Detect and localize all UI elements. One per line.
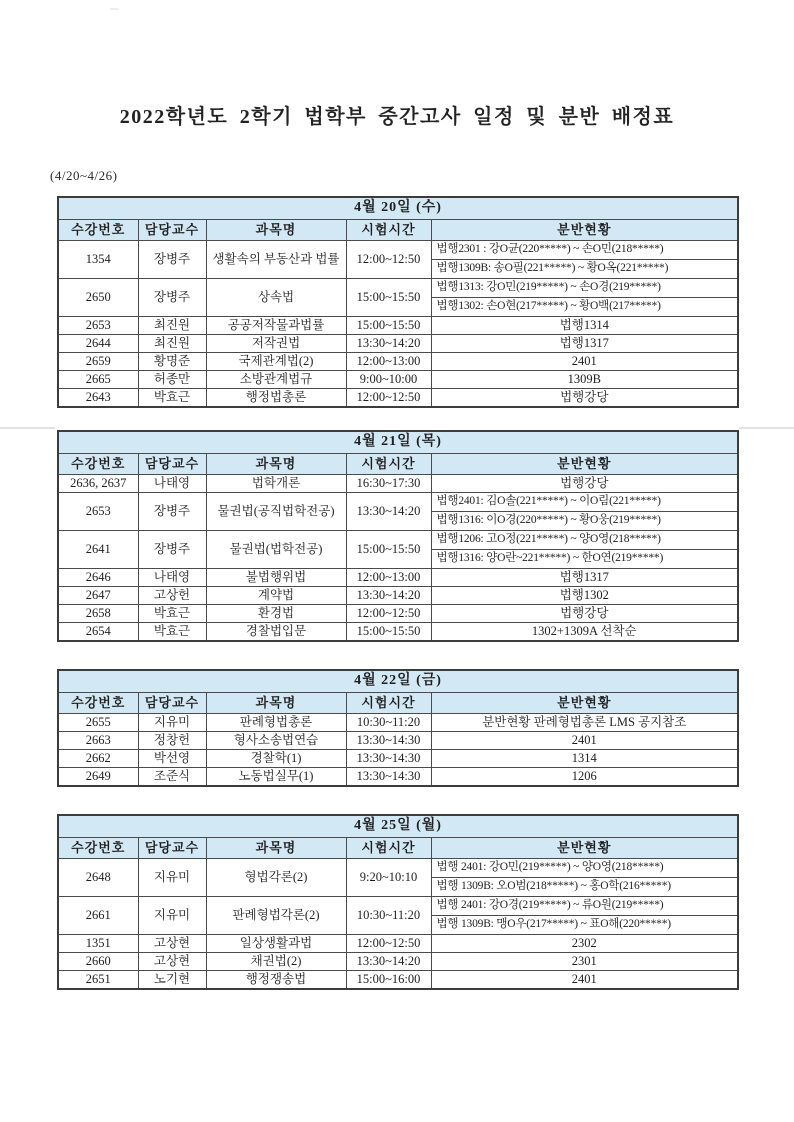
cell-course-no: 2663 bbox=[58, 732, 138, 750]
cell-room-assignment: 2401 bbox=[431, 971, 738, 990]
exam-table-day-4 bbox=[57, 814, 739, 990]
cell-exam-time: 10:30~11:20 bbox=[346, 897, 431, 935]
cell-professor: 장병주 bbox=[138, 531, 206, 569]
table-row bbox=[58, 371, 738, 389]
cell-exam-time: 13:30~14:30 bbox=[346, 750, 431, 768]
cell-course-no: 1354 bbox=[58, 241, 138, 279]
column-header: 분반현황 bbox=[431, 220, 738, 241]
table-date-header: 4월 20일 (수) bbox=[58, 197, 738, 220]
cell-room-assignment: 1314 bbox=[431, 750, 738, 768]
cell-professor: 정창헌 bbox=[138, 732, 206, 750]
cell-course-no: 2661 bbox=[58, 897, 138, 935]
cell-professor: 황명준 bbox=[138, 353, 206, 371]
cell-course-name: 노동법실무(1) bbox=[206, 768, 346, 787]
cell-exam-time: 15:00~15:50 bbox=[346, 317, 431, 335]
cell-course-name: 저작권법 bbox=[206, 335, 346, 353]
column-header: 분반현황 bbox=[431, 454, 738, 475]
cell-exam-time: 12:00~12:50 bbox=[346, 605, 431, 623]
exam-schedule-table bbox=[57, 430, 739, 642]
cell-course-name: 형사소송법연습 bbox=[206, 732, 346, 750]
column-header: 담당교수 bbox=[138, 220, 206, 241]
cell-course-name: 행정쟁송법 bbox=[206, 971, 346, 990]
cell-exam-time: 12:00~12:50 bbox=[346, 935, 431, 953]
table-row bbox=[58, 317, 738, 335]
date-range-label: (4/20~4/26) bbox=[50, 168, 118, 183]
cell-room-assignment: 2302 bbox=[431, 935, 738, 953]
table-row bbox=[58, 587, 738, 605]
cell-exam-time: 12:00~12:50 bbox=[346, 241, 431, 279]
column-header: 수강번호 bbox=[58, 220, 138, 241]
cell-course-name: 공공저작물과법률 bbox=[206, 317, 346, 335]
table-row bbox=[58, 335, 738, 353]
cell-course-no: 2651 bbox=[58, 971, 138, 990]
table-date-header: 4월 21일 (목) bbox=[58, 431, 738, 454]
table-row bbox=[58, 971, 738, 990]
cell-room-assignment: 1309B bbox=[431, 371, 738, 389]
table-row bbox=[58, 475, 738, 493]
cell-professor: 장병주 bbox=[138, 493, 206, 531]
exam-schedule-table bbox=[57, 814, 739, 990]
exam-table-day-2 bbox=[57, 430, 739, 642]
cell-course-no: 2636, 2637 bbox=[58, 475, 138, 493]
cell-course-name: 채권법(2) bbox=[206, 953, 346, 971]
cell-course-no: 2653 bbox=[58, 493, 138, 531]
cell-room-assignment: 법행1316: 이O경(220*****) ~ 황O웅(219*****) bbox=[431, 512, 738, 531]
cell-professor: 박효근 bbox=[138, 623, 206, 642]
cell-exam-time: 13:30~14:20 bbox=[346, 493, 431, 531]
column-header: 분반현황 bbox=[431, 693, 738, 714]
cell-professor: 노기현 bbox=[138, 971, 206, 990]
cell-course-name: 경찰학(1) bbox=[206, 750, 346, 768]
scan-artifact bbox=[739, 427, 794, 429]
cell-professor: 장병주 bbox=[138, 279, 206, 317]
table-date-header: 4월 22일 (금) bbox=[58, 670, 738, 693]
cell-course-no: 2659 bbox=[58, 353, 138, 371]
cell-course-name: 판례형법총론 bbox=[206, 714, 346, 732]
cell-course-no: 2655 bbox=[58, 714, 138, 732]
cell-room-assignment: 2401 bbox=[431, 732, 738, 750]
column-header: 수강번호 bbox=[58, 838, 138, 859]
cell-professor: 최진원 bbox=[138, 317, 206, 335]
cell-professor: 나태영 bbox=[138, 475, 206, 493]
cell-exam-time: 13:30~14:30 bbox=[346, 732, 431, 750]
cell-professor: 고상현 bbox=[138, 953, 206, 971]
table-row bbox=[58, 732, 738, 750]
cell-room-assignment: 법행1309B: 송O필(221*****) ~ 황O옥(221*****) bbox=[431, 260, 738, 279]
column-header: 시험시간 bbox=[346, 838, 431, 859]
cell-room-assignment: 법행강당 bbox=[431, 605, 738, 623]
cell-room-assignment: 법행1302: 손O현(217*****) ~ 황O백(217*****) bbox=[431, 298, 738, 317]
cell-course-no: 2643 bbox=[58, 389, 138, 408]
column-header: 담당교수 bbox=[138, 838, 206, 859]
cell-professor: 지유미 bbox=[138, 859, 206, 897]
column-header: 과목명 bbox=[206, 454, 346, 475]
cell-course-no: 2641 bbox=[58, 531, 138, 569]
cell-room-assignment: 법행 2401: 강O민(219*****) ~ 양O영(218*****) bbox=[431, 859, 738, 878]
cell-course-no: 2653 bbox=[58, 317, 138, 335]
cell-room-assignment: 1206 bbox=[431, 768, 738, 787]
column-header: 분반현황 bbox=[431, 838, 738, 859]
cell-room-assignment: 법행1317 bbox=[431, 335, 738, 353]
cell-room-assignment: 법행1206: 고O정(221*****) ~ 양O영(218*****) bbox=[431, 531, 738, 550]
table-row bbox=[58, 859, 738, 878]
cell-exam-time: 12:00~13:00 bbox=[346, 569, 431, 587]
cell-room-assignment: 법행 1309B: 맹O우(217*****) ~ 표O해(220*****) bbox=[431, 916, 738, 935]
column-header: 시험시간 bbox=[346, 220, 431, 241]
cell-room-assignment: 법행1313: 강O민(219*****) ~ 손O경(219*****) bbox=[431, 279, 738, 298]
column-header: 시험시간 bbox=[346, 693, 431, 714]
cell-course-no: 2648 bbox=[58, 859, 138, 897]
cell-exam-time: 10:30~11:20 bbox=[346, 714, 431, 732]
cell-exam-time: 15:00~15:50 bbox=[346, 279, 431, 317]
cell-exam-time: 12:00~12:50 bbox=[346, 389, 431, 408]
cell-course-name: 계약법 bbox=[206, 587, 346, 605]
cell-room-assignment: 법행2401: 김O솔(221*****) ~ 이O림(221*****) bbox=[431, 493, 738, 512]
cell-professor: 지유미 bbox=[138, 897, 206, 935]
cell-course-name: 생활속의 부동산과 법률 bbox=[206, 241, 346, 279]
table-row bbox=[58, 493, 738, 512]
cell-exam-time: 13:30~14:20 bbox=[346, 587, 431, 605]
table-row bbox=[58, 714, 738, 732]
cell-course-no: 2647 bbox=[58, 587, 138, 605]
cell-room-assignment: 2401 bbox=[431, 353, 738, 371]
cell-exam-time: 13:30~14:20 bbox=[346, 335, 431, 353]
cell-professor: 박효근 bbox=[138, 605, 206, 623]
cell-exam-time: 9:00~10:00 bbox=[346, 371, 431, 389]
column-header: 담당교수 bbox=[138, 454, 206, 475]
table-row bbox=[58, 897, 738, 916]
column-header: 시험시간 bbox=[346, 454, 431, 475]
cell-exam-time: 15:00~16:00 bbox=[346, 971, 431, 990]
cell-exam-time: 13:30~14:20 bbox=[346, 953, 431, 971]
cell-course-name: 형법각론(2) bbox=[206, 859, 346, 897]
table-row bbox=[58, 531, 738, 550]
column-header: 수강번호 bbox=[58, 693, 138, 714]
cell-room-assignment: 법행강당 bbox=[431, 475, 738, 493]
table-row bbox=[58, 279, 738, 298]
column-header: 담당교수 bbox=[138, 693, 206, 714]
table-row bbox=[58, 353, 738, 371]
cell-course-name: 소방관계법규 bbox=[206, 371, 346, 389]
table-row bbox=[58, 569, 738, 587]
table-row bbox=[58, 623, 738, 642]
cell-course-name: 국제관계법(2) bbox=[206, 353, 346, 371]
cell-exam-time: 9:20~10:10 bbox=[346, 859, 431, 897]
column-header: 과목명 bbox=[206, 838, 346, 859]
cell-professor: 박효근 bbox=[138, 389, 206, 408]
table-row bbox=[58, 768, 738, 787]
cell-room-assignment: 법행1302 bbox=[431, 587, 738, 605]
cell-exam-time: 15:00~15:50 bbox=[346, 531, 431, 569]
cell-course-no: 1351 bbox=[58, 935, 138, 953]
cell-course-no: 2650 bbox=[58, 279, 138, 317]
cell-course-name: 행정법총론 bbox=[206, 389, 346, 408]
cell-course-name: 경찰법입문 bbox=[206, 623, 346, 642]
cell-professor: 나태영 bbox=[138, 569, 206, 587]
table-row bbox=[58, 935, 738, 953]
cell-course-name: 상속법 bbox=[206, 279, 346, 317]
cell-course-no: 2649 bbox=[58, 768, 138, 787]
cell-exam-time: 15:00~15:50 bbox=[346, 623, 431, 642]
table-row bbox=[58, 750, 738, 768]
cell-course-no: 2665 bbox=[58, 371, 138, 389]
cell-room-assignment: 분반현황 판례형법총론 LMS 공지참조 bbox=[431, 714, 738, 732]
cell-exam-time: 16:30~17:30 bbox=[346, 475, 431, 493]
cell-professor: 고상현 bbox=[138, 935, 206, 953]
cell-course-no: 2646 bbox=[58, 569, 138, 587]
cell-professor: 허종만 bbox=[138, 371, 206, 389]
cell-course-no: 2654 bbox=[58, 623, 138, 642]
cell-room-assignment: 법행1317 bbox=[431, 569, 738, 587]
cell-course-name: 불법행위법 bbox=[206, 569, 346, 587]
cell-room-assignment: 법행1314 bbox=[431, 317, 738, 335]
cell-room-assignment: 법행 1309B: 오O범(218*****) ~ 홍O학(216*****) bbox=[431, 878, 738, 897]
table-row bbox=[58, 605, 738, 623]
cell-course-no: 2658 bbox=[58, 605, 138, 623]
table-date-header: 4월 25일 (월) bbox=[58, 815, 738, 838]
cell-room-assignment: 2301 bbox=[431, 953, 738, 971]
cell-room-assignment: 법행2301 : 강O균(220*****) ~ 손O민(218*****) bbox=[431, 241, 738, 260]
cell-room-assignment: 법행강당 bbox=[431, 389, 738, 408]
cell-room-assignment: 법행1316: 양O란~221*****) ~ 한O연(219*****) bbox=[431, 550, 738, 569]
cell-course-name: 판례형법각론(2) bbox=[206, 897, 346, 935]
cell-professor: 조준식 bbox=[138, 768, 206, 787]
cell-course-name: 일상생활과법 bbox=[206, 935, 346, 953]
exam-table-day-1 bbox=[57, 196, 739, 408]
column-header: 과목명 bbox=[206, 693, 346, 714]
cell-course-no: 2644 bbox=[58, 335, 138, 353]
table-row bbox=[58, 953, 738, 971]
column-header: 과목명 bbox=[206, 220, 346, 241]
cell-course-name: 환경법 bbox=[206, 605, 346, 623]
table-row bbox=[58, 241, 738, 260]
exam-schedule-table bbox=[57, 196, 739, 408]
cell-course-no: 2662 bbox=[58, 750, 138, 768]
cell-professor: 박선영 bbox=[138, 750, 206, 768]
exam-schedule-table bbox=[57, 669, 739, 787]
cell-professor: 최진원 bbox=[138, 335, 206, 353]
scan-artifact bbox=[110, 8, 118, 10]
cell-course-name: 물권법(법학전공) bbox=[206, 531, 346, 569]
cell-room-assignment: 법행 2401: 강O경(219*****) ~ 류O원(219*****) bbox=[431, 897, 738, 916]
page-title: 2022학년도 2학기 법학부 중간고사 일정 및 분반 배정표 bbox=[119, 106, 675, 128]
cell-professor: 장병주 bbox=[138, 241, 206, 279]
column-header: 수강번호 bbox=[58, 454, 138, 475]
cell-course-name: 물권법(공직법학전공) bbox=[206, 493, 346, 531]
cell-professor: 고상헌 bbox=[138, 587, 206, 605]
cell-exam-time: 13:30~14:30 bbox=[346, 768, 431, 787]
cell-course-no: 2660 bbox=[58, 953, 138, 971]
cell-room-assignment: 1302+1309A 선착순 bbox=[431, 623, 738, 642]
scan-artifact bbox=[0, 427, 55, 429]
cell-course-name: 법학개론 bbox=[206, 475, 346, 493]
table-row bbox=[58, 389, 738, 408]
cell-exam-time: 12:00~13:00 bbox=[346, 353, 431, 371]
exam-table-day-3 bbox=[57, 669, 739, 787]
cell-professor: 지유미 bbox=[138, 714, 206, 732]
